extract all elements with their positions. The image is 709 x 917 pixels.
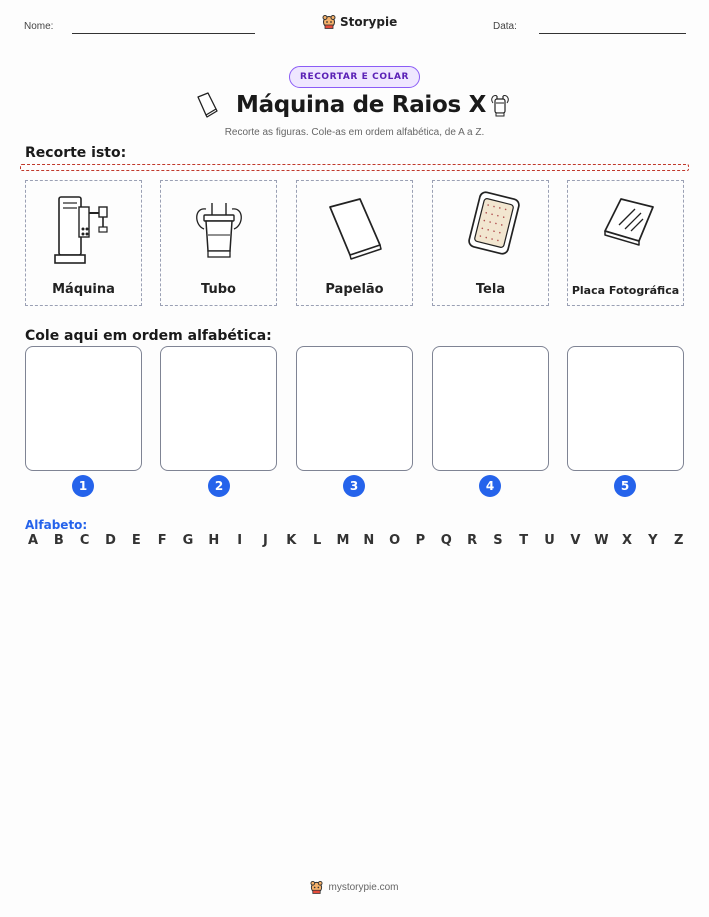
cut-card-maquina[interactable] (25, 180, 142, 306)
name-line[interactable] (72, 33, 255, 34)
cut-heading: Recorte isto: (25, 145, 127, 161)
storypie-mascot-icon (322, 14, 336, 29)
alphabet-letter: Q (440, 533, 452, 548)
date-label: Data: (493, 21, 517, 32)
alphabet-letter: Z (673, 533, 684, 548)
cut-card-placa-fotografica[interactable] (567, 180, 684, 306)
cut-card-tela[interactable] (432, 180, 549, 306)
card-label: Tubo (201, 282, 236, 297)
alphabet-letter: D (105, 533, 116, 548)
tube-icon (184, 189, 254, 269)
alphabet-letter: N (363, 533, 375, 548)
alphabet-letter: S (493, 533, 503, 548)
footer-url[interactable]: mystorypie.com (328, 881, 399, 893)
alphabet-letter: V (570, 533, 581, 548)
alphabet-letter: H (208, 533, 220, 548)
alphabet-letter: I (237, 533, 243, 548)
step-number: 2 (208, 475, 230, 497)
alphabet-letter: P (415, 533, 426, 548)
alphabet-letter: C (79, 533, 90, 548)
alphabet-heading: Alfabeto: (25, 518, 88, 532)
step-number: 5 (614, 475, 636, 497)
alphabet-letter: J (263, 533, 268, 548)
xray-tube-icon (487, 91, 513, 119)
alphabet-letter: U (544, 533, 555, 548)
paste-heading: Cole aqui em ordem alfabética: (25, 328, 272, 344)
card-label: Máquina (52, 282, 115, 297)
cardboard-icon (194, 91, 220, 119)
alphabet-letter: X (622, 533, 633, 548)
step-number: 3 (343, 475, 365, 497)
activity-badge: RECORTAR E COLAR (289, 66, 420, 88)
alphabet-letter: B (53, 533, 64, 548)
alphabet-letter: L (312, 533, 322, 548)
paste-box-5[interactable] (567, 346, 684, 471)
card-label: Papelão (325, 282, 384, 297)
alphabet-letter: Y (648, 533, 658, 548)
cut-line (20, 164, 689, 171)
footer (0, 880, 709, 894)
alphabet-letter: F (157, 533, 167, 548)
alphabet-letter: M (336, 533, 350, 548)
alphabet-letter: W (594, 533, 609, 548)
brand-name: Storypie (340, 14, 398, 29)
alphabet-letter: E (131, 533, 141, 548)
card-label: Tela (475, 282, 506, 297)
paste-box-1[interactable] (25, 346, 142, 471)
paste-box-3[interactable] (296, 346, 413, 471)
name-label: Nome: (24, 21, 54, 32)
storypie-mascot-icon (310, 880, 323, 894)
cut-card-papelao[interactable] (296, 180, 413, 306)
step-number: 4 (479, 475, 501, 497)
alphabet-letter: R (467, 533, 478, 548)
paste-box-4[interactable] (432, 346, 549, 471)
cardboard-icon (320, 189, 390, 269)
alphabet-letter: O (389, 533, 401, 548)
alphabet-row (26, 533, 686, 548)
cut-card-tubo[interactable] (160, 180, 277, 306)
alphabet-letter: G (182, 533, 194, 548)
paste-box-2[interactable] (160, 346, 277, 471)
date-line[interactable] (539, 33, 686, 34)
alphabet-letter: K (286, 533, 297, 548)
step-number: 1 (72, 475, 94, 497)
screen-icon (456, 189, 526, 269)
brand-logo (322, 14, 397, 29)
card-label: Placa Fotográfica (571, 284, 680, 297)
alphabet-letter: T (519, 533, 529, 548)
alphabet-letter: A (27, 533, 39, 548)
page-title: Máquina de Raios X (236, 92, 487, 118)
instructions: Recorte as figuras. Cole-as em ordem alfabética, de A a Z. (224, 127, 485, 138)
xray-machine-icon (49, 189, 119, 269)
photo-plate-icon (591, 189, 661, 269)
